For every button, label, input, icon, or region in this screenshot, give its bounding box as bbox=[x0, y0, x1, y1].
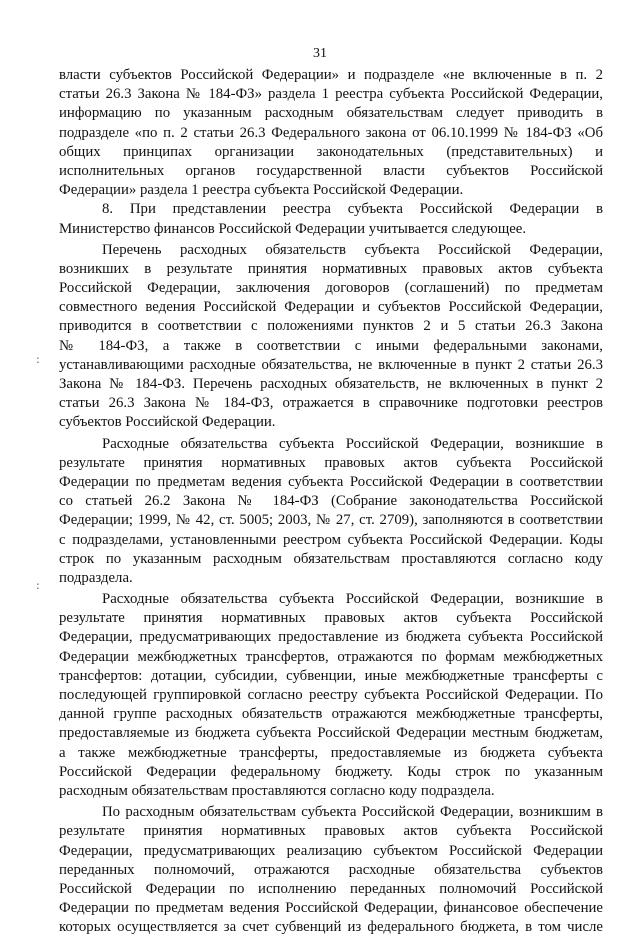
text-line: Федерации по предметам ведения субъекта Российской Федерации в соответствии bbox=[59, 473, 603, 490]
text-line: Закона № 184-ФЗ. Перечень расходных обязательств, не включенных в пункт 2 bbox=[59, 376, 603, 392]
text-line: результате принятия нормативных правовых актов субъекта Российской bbox=[59, 823, 603, 840]
text-line: Российской Федерации, заключения договоров (соглашений) по предметам bbox=[59, 280, 603, 297]
text-line: переданных полномочий, отражаются расходные обязательства субъектов bbox=[59, 861, 603, 878]
text-line: статьи 26.3 Закона № 184-ФЗ, отражается в справочнике подготовки реестров bbox=[59, 395, 603, 412]
text-line: совместного ведения Российской Федерации и субъектов Российской Федерации, bbox=[59, 299, 603, 316]
text-line: со статьей 26.2 Закона № 184-ФЗ (Собрание законодательства Российской bbox=[59, 493, 603, 510]
document-body bbox=[59, 66, 603, 937]
text-line: Расходные обязательства субъекта Российской Федерации, возникшие в bbox=[102, 435, 603, 452]
text-line: возникших в результате принятия нормативных правовых актов субъекта bbox=[59, 260, 603, 277]
margin-mark: : bbox=[36, 353, 40, 366]
text-line: По расходным обязательствам субъекта Российской Федерации, возникшим в bbox=[102, 804, 603, 821]
text-line: Расходные обязательства субъекта Российской Федерации, возникшие в bbox=[102, 591, 603, 608]
text-line: подраздела. bbox=[59, 569, 133, 586]
text-line: с подразделами, установленными реестром субъекта Российской Федерации. Коды bbox=[59, 531, 603, 548]
text-line: Федерации межбюджетных трансфертов, отражаются по формам межбюджетных bbox=[59, 648, 603, 665]
text-line: устанавливающими расходные обязательства, не включенные в пункт 2 статьи 26.3 bbox=[59, 356, 603, 373]
text-line: приводится в соответствии с положениями пунктов 2 и 5 статьи 26.3 Закона bbox=[59, 318, 603, 335]
text-line: Федерации; 1999, № 42, ст. 5005; 2003, № 27, ст. 2709), заполняются в соответствии bbox=[59, 512, 603, 529]
text-line: Российской Федерации федеральному бюджету. Коды строк по указанным bbox=[59, 763, 603, 780]
text-line: а также межбюджетные трансферты, предоставляемые из бюджета субъекта bbox=[59, 744, 603, 761]
text-line: подразделе «по п. 2 статьи 26.3 Федерального закона от 06.10.1999 № 184-ФЗ «Об bbox=[59, 124, 603, 141]
text-line: результате принятия нормативных правовых актов субъекта Российской bbox=[59, 454, 603, 471]
text-line: расходным обязательствам проставляются согласно коду подраздела. bbox=[59, 782, 495, 799]
text-line: власти субъектов Российской Федерации» и подразделе «не включенные в п. 2 bbox=[59, 67, 603, 83]
text-line: результате принятия нормативных правовых актов субъекта Российской bbox=[59, 610, 603, 627]
text-line: Перечень расходных обязательств субъекта Российской Федерации, bbox=[102, 241, 603, 258]
text-line: трансфертов: дотации, субсидии, субвенции, иные межбюджетные трансферты с bbox=[59, 667, 603, 684]
text-line: данной группе расходных обязательств отражаются межбюджетные трансферты, bbox=[59, 706, 603, 723]
text-line: статьи 26.3 Закона № 184-ФЗ» раздела 1 реестра субъекта Российской Федерации, bbox=[59, 86, 603, 103]
text-line: Министерство финансов Российской Федерации учитывается следующее. bbox=[59, 220, 527, 237]
text-line: 8. При представлении реестра субъекта Российской Федерации в bbox=[102, 201, 603, 218]
text-line: общих принципах организации законодательных (представительных) и bbox=[59, 143, 603, 160]
text-line: № 184-ФЗ, а также в соответствии с иными федеральными законами, bbox=[59, 337, 603, 354]
text-line: Федерации, предусматривающих реализацию субъектом Российской Федерации bbox=[59, 842, 603, 859]
margin-mark: : bbox=[36, 579, 40, 592]
text-line: предоставляемые из бюджета субъекта Российской Федерации местным бюджетам, bbox=[59, 725, 603, 742]
text-line: Федерации, предусматривающих предоставление из бюджета субъекта Российской bbox=[59, 629, 603, 646]
page-number: 31 bbox=[313, 46, 327, 61]
text-line: информацию по указанным расходным обязательствам следует приводить в bbox=[59, 105, 603, 122]
text-line: Российской Федерации по исполнению переданных полномочий Российской bbox=[59, 880, 603, 897]
text-line: которых осуществляется за счет субвенций из федерального бюджета, в том числе bbox=[59, 919, 603, 936]
text-line: исполнительных органов государственной власти субъектов Российской bbox=[59, 162, 603, 179]
text-line: Федерации» раздела 1 реестра субъекта Российской Федерации. bbox=[59, 182, 464, 199]
text-line: строк по указанным расходным обязательствам проставляются согласно коду bbox=[59, 550, 603, 567]
text-line: субъектов Российской Федерации. bbox=[59, 414, 276, 431]
text-line: последующей группировкой согласно реестру субъекта Российской Федерации. По bbox=[59, 687, 603, 703]
text-line: Федерации по предметам ведения Российской Федерации, финансовое обеспечение bbox=[59, 900, 603, 917]
